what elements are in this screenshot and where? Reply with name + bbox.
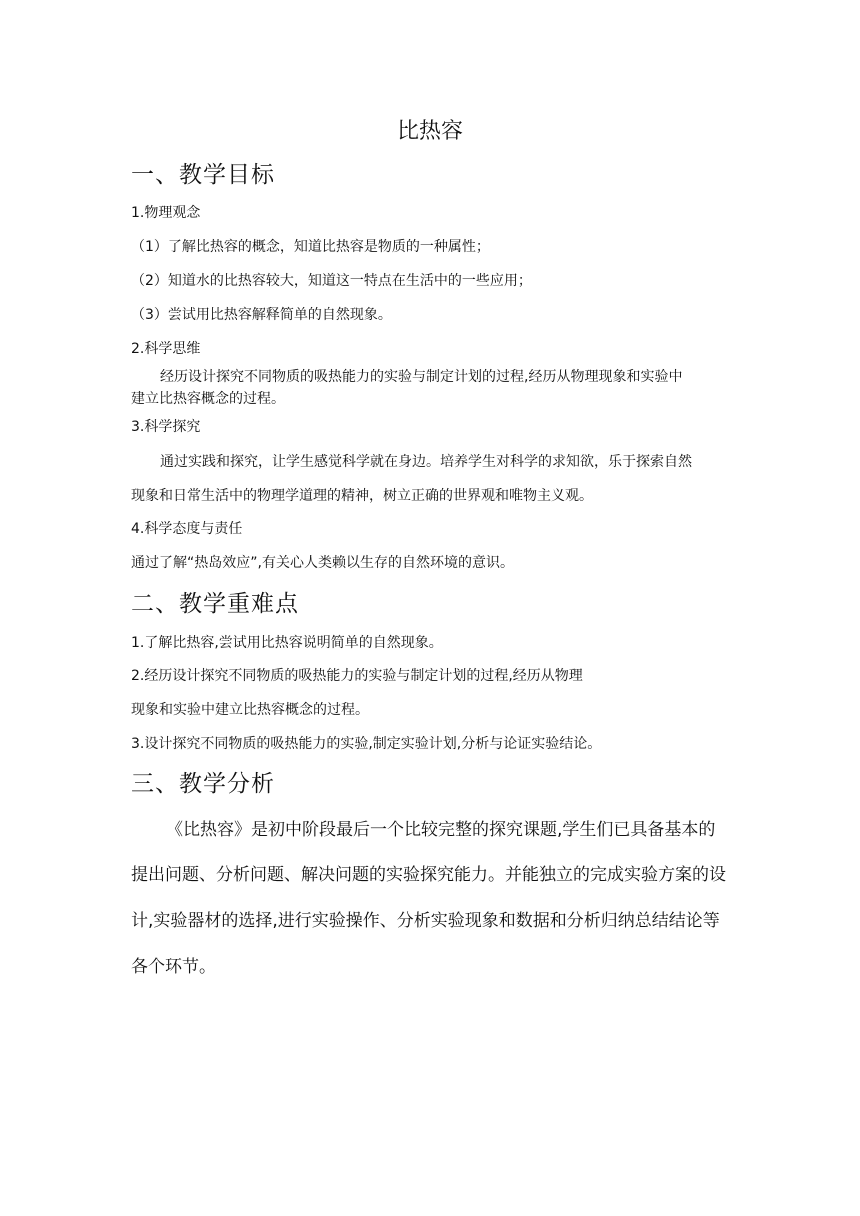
subheading-physics-concept: 1.物理观念 xyxy=(131,205,201,221)
section-heading-goals: 一、教学目标 xyxy=(131,162,275,188)
analysis-line-4: 各个环节。 xyxy=(131,957,216,977)
analysis-line-2: 提出问题、分析问题、解决问题的实验探究能力。并能独立的完成实验方案的设 xyxy=(131,865,726,885)
subheading-scientific-inquiry: 3.科学探究 xyxy=(131,419,201,435)
paragraph-inquiry-line-1: 通过实践和探究，让学生感觉科学就在身边。培养学生对科学的求知欲，乐于探索自然 xyxy=(160,454,692,470)
paragraph-thinking-line-2: 建立比热容概念的过程。 xyxy=(131,391,285,407)
paragraph-inquiry-line-2: 现象和日常生活中的物理学道理的精神，树立正确的世界观和唯物主义观。 xyxy=(131,488,593,504)
section-heading-analysis: 三、教学分析 xyxy=(131,771,275,797)
key-point-line-4: 3.设计探究不同物质的吸热能力的实验,制定实验计划,分析与论证实验结论。 xyxy=(131,736,602,752)
analysis-line-3: 计,实验器材的选择,进行实验操作、分析实验现象和数据和分析归纳总结结论等 xyxy=(131,911,720,931)
document-title: 比热容 xyxy=(396,119,463,144)
subheading-scientific-thinking: 2.科学思维 xyxy=(131,341,201,357)
section-heading-key-points: 二、教学重难点 xyxy=(131,591,299,617)
paragraph-thinking-line-1: 经历设计探究不同物质的吸热能力的实验与制定计划的过程,经历从物理现象和实验中 xyxy=(160,369,683,385)
key-point-line-3: 现象和实验中建立比热容概念的过程。 xyxy=(131,702,369,718)
analysis-line-1: 《比热容》是初中阶段最后一个比较完整的探究课题,学生们已具备基本的 xyxy=(166,820,716,840)
paragraph-attitude: 通过了解“热岛效应”,有关心人类赖以生存的自然环境的意识。 xyxy=(131,555,514,571)
goal-item-1: （1）了解比热容的概念，知道比热容是物质的一种属性； xyxy=(131,239,490,255)
key-point-line-1: 1.了解比热容,尝试用比热容说明简单的自然现象。 xyxy=(131,635,443,651)
goal-item-3: （3）尝试用比热容解释简单的自然现象。 xyxy=(131,307,392,323)
key-point-line-2: 2.经历设计探究不同物质的吸热能力的实验与制定计划的过程,经历从物理 xyxy=(131,668,583,684)
goal-item-2: （2）知道水的比热容较大，知道这一特点在生活中的一些应用； xyxy=(131,273,532,289)
subheading-attitude-responsibility: 4.科学态度与责任 xyxy=(131,521,243,537)
